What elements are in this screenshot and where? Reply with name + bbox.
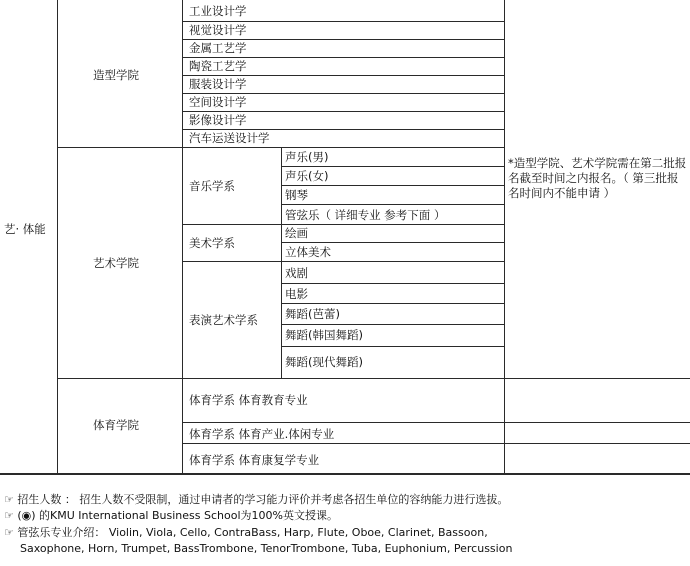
row-line [281, 242, 504, 243]
major-item: 工业设计学 [189, 4, 247, 18]
major-item: 戏剧 [285, 266, 308, 280]
major-item: 服装设计学 [189, 77, 247, 91]
major-item: 声乐(女) [285, 169, 329, 183]
row-line [182, 57, 504, 58]
note-english: ☞ (◉) 的KMU International Business School为100%英文授课。 [4, 509, 338, 522]
section-line [57, 147, 504, 148]
table-divider-department [281, 148, 282, 378]
row-line [281, 166, 504, 167]
major-item: 舞蹈(现代舞蹈) [285, 355, 363, 369]
note-enrollment: ☞ 招生人数 ： 招生人数不受限制，通过申请者的学习能力评价并考虑各招生单位的容纳能力进行选拔。 [4, 493, 509, 506]
major-item: 声乐(男) [285, 150, 329, 164]
row-line [182, 93, 504, 94]
row-line [281, 324, 504, 325]
row-line [281, 283, 504, 284]
section-line [57, 378, 690, 379]
row-line [281, 204, 504, 205]
major-item: 体育学系 体育康复学专业 [189, 453, 320, 467]
table-border-bottom [0, 473, 690, 475]
college-yishu: 艺术学院 [93, 256, 139, 270]
category-label: 艺· 体能 [4, 222, 46, 236]
note-orchestra-continued: Saxophone, Horn, Trumpet, BassTrombone, TenorTrombone, Tuba, Euphonium, Percussion [20, 542, 513, 555]
section-line [182, 224, 504, 225]
major-item: 体育学系 体育教育专业 [189, 393, 308, 407]
major-item: 影像设计学 [189, 113, 247, 127]
major-item: 体育学系 体育产业.体闲专业 [189, 427, 335, 441]
row-line [281, 185, 504, 186]
major-item: 舞蹈(韩国舞蹈) [285, 328, 363, 342]
major-item: 舞蹈(芭蕾) [285, 307, 340, 321]
college-zaoxing: 造型学院 [93, 68, 139, 82]
major-item: 钢琴 [285, 188, 308, 202]
row-line [182, 21, 504, 22]
table-divider-remark [504, 0, 505, 474]
row-line [281, 303, 504, 304]
row-line [182, 422, 690, 423]
department-art: 美术学系 [189, 236, 235, 250]
row-line [182, 129, 504, 130]
major-item: 电影 [285, 287, 308, 301]
major-item: 汽车运送设计学 [189, 131, 270, 145]
row-line [182, 39, 504, 40]
section-line [182, 261, 504, 262]
table-border-left [57, 0, 58, 474]
row-line [281, 346, 504, 347]
remark-text: *造型学院、艺术学院需在第二批报名截至时间之内报名。（ 第三批报名时间内不能申请 ） [508, 156, 687, 200]
note-orchestra: ☞ 管弦乐专业介绍： Violin, Viola, Cello, ContraBass, Harp, Flute, Oboe, Clarinet, Bassoon, [4, 526, 488, 539]
department-performance: 表演艺术学系 [189, 313, 258, 327]
department-music: 音乐学系 [189, 179, 235, 193]
major-item: 金属工艺学 [189, 41, 247, 55]
row-line [182, 443, 690, 444]
major-item: 立体美术 [285, 245, 331, 259]
major-item: 绘画 [285, 226, 308, 240]
major-item: 陶瓷工艺学 [189, 59, 247, 73]
row-line [182, 111, 504, 112]
major-item: 视觉设计学 [189, 23, 247, 37]
major-item: 空间设计学 [189, 95, 247, 109]
row-line [182, 75, 504, 76]
college-tiyu: 体育学院 [93, 418, 139, 432]
table-divider-college [182, 0, 183, 474]
major-item: 管弦乐（ 详细专业 参考下面 ） [285, 208, 446, 222]
